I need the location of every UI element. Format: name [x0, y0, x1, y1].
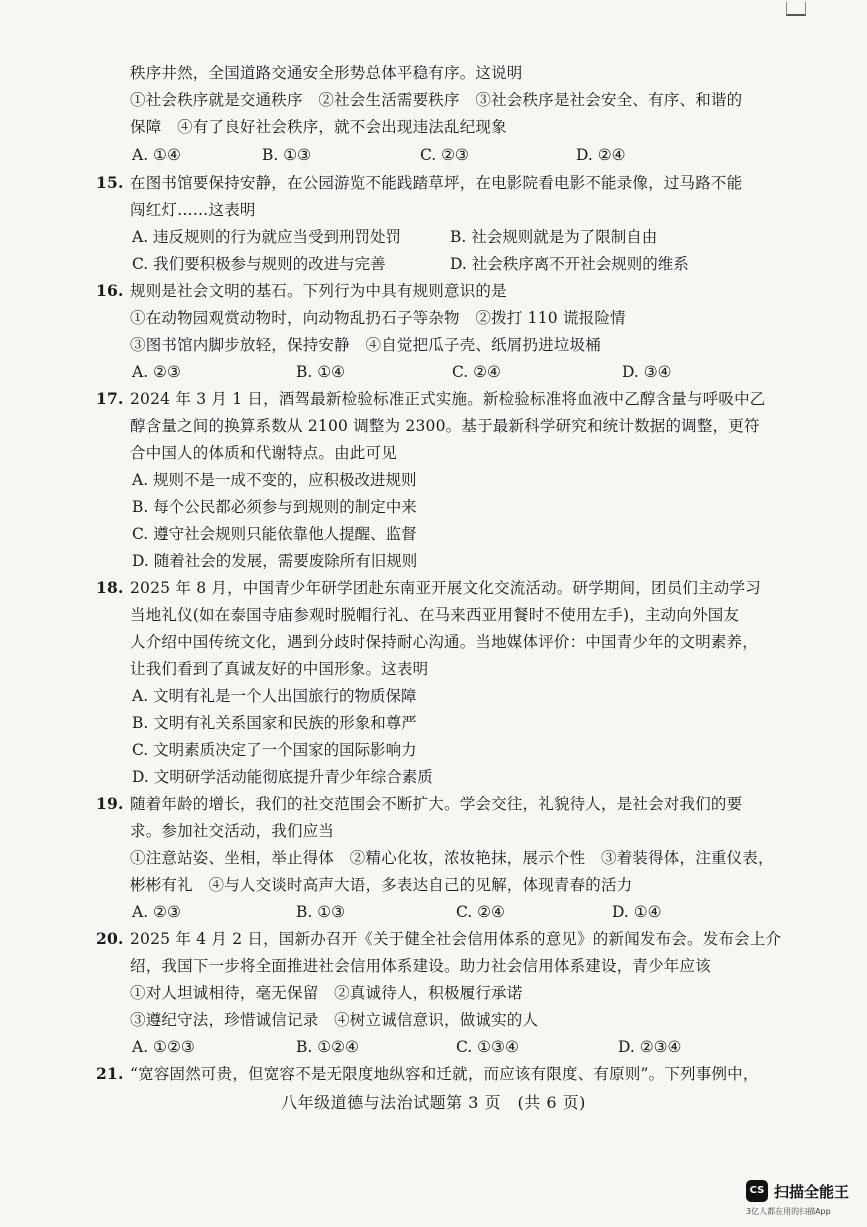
q20-stem-2: 绍，我国下一步将全面推进社会信用体系建设。助力社会信用体系建设，青少年应该 — [130, 957, 711, 975]
q16-option-d: D. ③④ — [622, 363, 672, 381]
q17-number: 17. — [96, 389, 124, 408]
q17-option-b: B. 每个公民都必须参与到规则的制定中来 — [132, 498, 417, 516]
q18-stem-2: 当地礼仪(如在泰国寺庙参观时脱帽行礼、在马来西亚用餐时不使用左手)，主动向外国友 — [130, 606, 740, 624]
q15-stem-1: 在图书馆要保持安静，在公园游览不能践踏草坪，在电影院看电影不能录像，过马路不能 — [130, 174, 743, 192]
q14-stem-tail: 秩序井然，全国道路交通安全形势总体平稳有序。这说明 — [130, 64, 523, 82]
q20-option-b: B. ①②④ — [296, 1038, 359, 1056]
q14-option-a: A. ①④ — [132, 146, 181, 164]
q20-option-a: A. ①②③ — [132, 1038, 195, 1056]
q17-option-c: C. 遵守社会规则只能依靠他人提醒、监督 — [132, 525, 417, 543]
q20-stem-1: 2025 年 4 月 2 日，国新办召开《关于健全社会信用体系的意见》的新闻发布会。发布会上介 — [130, 930, 782, 948]
q16-stem: 规则是社会文明的基石。下列行为中具有规则意识的是 — [130, 282, 507, 300]
q17-stem-3: 合中国人的体质和代谢特点。由此可见 — [130, 444, 397, 462]
q19-option-d: D. ①④ — [612, 903, 662, 921]
q16-option-c: C. ②④ — [452, 363, 501, 381]
q14-option-b: B. ①③ — [262, 146, 312, 164]
q19-stem-2: 求。参加社交活动，我们应当 — [130, 822, 335, 840]
watermark-tagline: 3亿人都在用的扫描App — [746, 1207, 831, 1216]
q14-option-c: C. ②③ — [420, 146, 469, 164]
q16-statements-2: ③图书馆内脚步放轻，保持安静 ④自觉把瓜子壳、纸屑扔进垃圾桶 — [130, 336, 602, 354]
q19-option-b: B. ①③ — [296, 903, 346, 921]
q17-stem-1: 2024 年 3 月 1 日，酒驾最新检验标准正式实施。新检验标准将血液中乙醇含量与呼吸中乙 — [130, 390, 766, 408]
q15-number: 15. — [96, 173, 124, 192]
q21-stem-1: “宽容固然可贵，但宽容不是无限度地纵容和迁就，而应该有限度、有原则”。下列事例中， — [130, 1065, 759, 1083]
q16-number: 16. — [96, 281, 124, 300]
q20-statements-2: ③遵纪守法，珍惜诚信记录 ④树立诚信意识，做诚实的人 — [130, 1011, 539, 1029]
q15-option-d: D. 社会秩序离不开社会规则的维系 — [450, 255, 689, 273]
q18-stem-3: 人介绍中国传统文化，遇到分歧时保持耐心沟通。当地媒体评价：中国青少年的文明素养， — [130, 633, 759, 651]
camscanner-logo-icon: CS — [746, 1180, 768, 1202]
q14-option-d: D. ②④ — [576, 146, 626, 164]
q20-option-d: D. ②③④ — [618, 1038, 682, 1056]
q19-option-c: C. ②④ — [456, 903, 505, 921]
q18-option-a: A. 文明有礼是一个人出国旅行的物质保障 — [132, 687, 417, 705]
q14-statements-2: 保障 ④有了良好社会秩序，就不会出现违法乱纪现象 — [130, 118, 507, 136]
q15-option-c: C. 我们要积极参与规则的改进与完善 — [132, 255, 386, 273]
q16-option-a: A. ②③ — [132, 363, 181, 381]
q14-statements-1: ①社会秩序就是交通秩序 ②社会生活需要秩序 ③社会秩序是社会安全、有序、和谐的 — [130, 91, 743, 109]
q15-stem-2: 闯红灯……这表明 — [130, 201, 256, 219]
q19-option-a: A. ②③ — [132, 903, 181, 921]
q18-option-b: B. 文明有礼关系国家和民族的形象和尊严 — [132, 714, 417, 732]
q20-option-c: C. ①③④ — [456, 1038, 519, 1056]
q20-statements-1: ①对人坦诚相待，毫无保留 ②真诚待人，积极履行承诺 — [130, 984, 523, 1002]
q17-option-d: D. 随着社会的发展，需要废除所有旧规则 — [132, 552, 418, 570]
q18-stem-4: 让我们看到了真诚友好的中国形象。这表明 — [130, 660, 429, 678]
corner-mark — [786, 2, 806, 16]
q15-option-b: B. 社会规则就是为了限制自由 — [450, 228, 658, 246]
q16-statements-1: ①在动物园观赏动物时，向动物乱扔石子等杂物 ②拨打 110 谎报险情 — [130, 309, 626, 327]
q20-number: 20. — [96, 929, 124, 948]
q17-option-a: A. 规则不是一成不变的，应积极改进规则 — [132, 471, 417, 489]
q19-stem-1: 随着年龄的增长，我们的社交范围会不断扩大。学会交往，礼貌待人，是社会对我们的要 — [130, 795, 743, 813]
q15-option-a: A. 违反规则的行为就应当受到刑罚处罚 — [132, 228, 402, 246]
q17-stem-2: 醇含量之间的换算系数从 2100 调整为 2300。基于最新科学研究和统计数据的调整，更符 — [130, 417, 760, 435]
watermark-app-name: 扫描全能王 — [774, 1183, 850, 1201]
q18-stem-1: 2025 年 8 月，中国青少年研学团赴东南亚开展文化交流活动。研学期间，团员们主动学习 — [130, 579, 761, 597]
scanner-watermark — [746, 1180, 858, 1220]
q18-option-c: C. 文明素质决定了一个国家的国际影响力 — [132, 741, 417, 759]
page-footer: 八年级道德与法治试题第 3 页 (共 6 页) — [281, 1093, 586, 1112]
q19-number: 19. — [96, 794, 124, 813]
q19-statements-2: 彬彬有礼 ④与人交谈时高声大语，多表达自己的见解，体现青春的活力 — [130, 876, 633, 894]
q18-option-d: D. 文明研学活动能彻底提升青少年综合素质 — [132, 768, 433, 786]
q19-statements-1: ①注意站姿、坐相，举止得体 ②精心化妆，浓妆艳抹，展示个性 ③着装得体，注重仪表， — [130, 849, 774, 867]
q18-number: 18. — [96, 578, 124, 597]
q21-number: 21. — [96, 1064, 124, 1083]
q16-option-b: B. ①④ — [296, 363, 346, 381]
